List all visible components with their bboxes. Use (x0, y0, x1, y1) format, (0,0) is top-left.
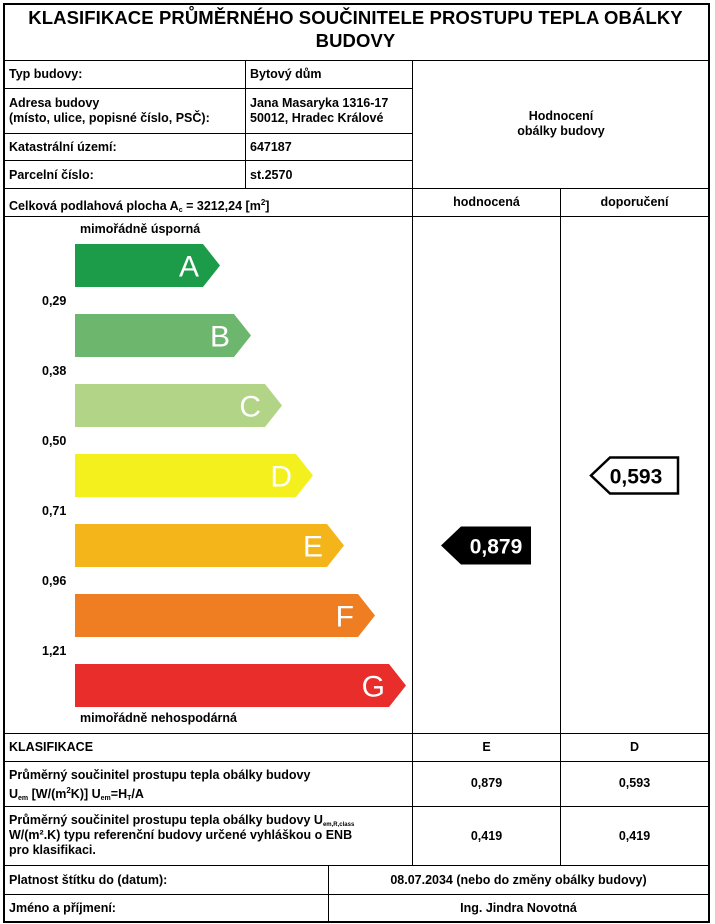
class-letter-b: B (209, 320, 230, 354)
avg-coefficient-label: Průměrný součinitel prostupu tepla obálky budovy $U_{em}$ $[W/(m^2K)]$ $U_{em}=H_T/A$ (9, 768, 311, 803)
cadastral-value: 647187 (250, 140, 292, 154)
reference-coefficient-label: Průměrný součinitel prostupu tepla obálky budovy $U_{em,R,class}$ W/(m².K) typu referenční budovy určené vyhláškou o ENB pro klasifikaci. (9, 813, 355, 857)
evaluation-header: Hodnocení obálky budovy (517, 109, 605, 138)
class-letter-a: A (178, 250, 199, 284)
avg-coefficient-evaluated: 0,879 (470, 776, 503, 790)
col-recommended-header: doporučení (600, 195, 669, 209)
classification-label: KLASIFIKACE (9, 740, 94, 754)
building-type-label: Typ budovy: (9, 67, 83, 81)
threshold-label: 0,71 (42, 504, 67, 518)
evaluated-value: 0,879 (469, 535, 523, 559)
address-label: Adresa budovy (místo, ulice, popisné číslo, PSČ): (9, 96, 210, 125)
validity-value: 08.07.2034 (nebo do změny obálky budovy) (390, 873, 647, 887)
class-letter-g: G (361, 670, 385, 704)
threshold-label: 0,29 (42, 294, 67, 308)
parcel-label: Parcelní číslo: (9, 168, 94, 182)
reference-coefficient-evaluated: 0,419 (470, 829, 503, 843)
classification-recommended: D (629, 740, 640, 754)
threshold-label: 0,50 (42, 434, 67, 448)
name-value: Ing. Jindra Novotná (460, 901, 577, 915)
floor-area-label: Celková podlahová plocha $A_c = 3212,24$ $[m^2]$ (9, 198, 270, 215)
avg-coefficient-recommended: 0,593 (618, 776, 651, 790)
classification-evaluated: E (482, 740, 491, 754)
page-title: KLASIFIKACE PRŮMĚRNÉHO SOUČINITELE PROSTUPU TEPLA OBÁLKY BUDOVY (28, 7, 683, 51)
col-evaluated-header: hodnocená (453, 195, 520, 209)
recommended-value: 0,593 (609, 465, 663, 489)
scale-top-label: mimořádně úsporná (80, 222, 201, 236)
class-letter-c: C (239, 390, 261, 424)
parcel-value: st.2570 (250, 168, 293, 182)
class-bar-f (75, 594, 375, 637)
reference-coefficient-recommended: 0,419 (618, 829, 651, 843)
building-type-value: Bytový dům (250, 67, 322, 81)
class-letter-f: F (335, 600, 354, 634)
scale-bottom-label: mimořádně nehospodárná (80, 711, 237, 725)
cadastral-label: Katastrální území: (9, 140, 117, 154)
threshold-label: 0,96 (42, 574, 67, 588)
threshold-label: 0,38 (42, 364, 67, 378)
validity-label: Platnost štítku do (datum): (9, 873, 168, 887)
threshold-label: 1,21 (42, 644, 67, 658)
class-letter-e: E (302, 530, 323, 564)
name-label: Jméno a příjmení: (9, 901, 116, 915)
address-value: Jana Masaryka 1316-17 50012, Hradec Králové (250, 96, 389, 125)
class-letter-d: D (270, 460, 292, 494)
class-bar-g (75, 664, 406, 707)
